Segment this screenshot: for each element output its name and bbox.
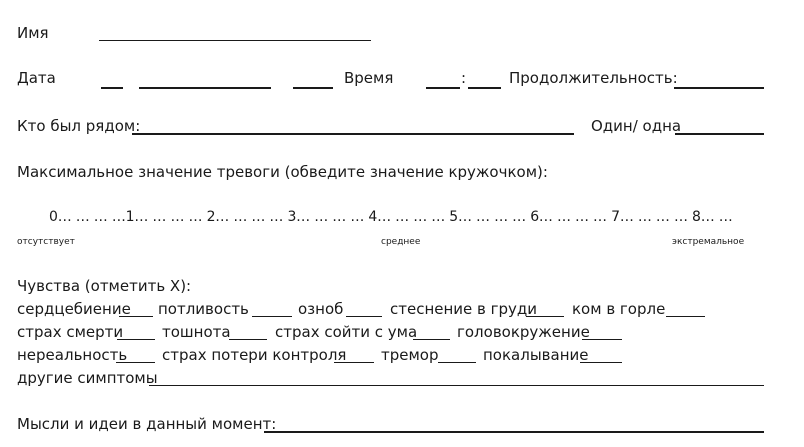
feeling-unreality-field[interactable] (116, 362, 155, 363)
feeling-throat-lump-field[interactable] (666, 316, 705, 317)
feeling-fear-death: страх смерти (17, 323, 124, 341)
feeling-unreality: нереальность (17, 346, 128, 364)
date-label: Дата (17, 69, 56, 87)
feeling-chills-field[interactable] (346, 316, 382, 317)
feeling-nausea-field[interactable] (229, 339, 267, 340)
date-day-field[interactable] (101, 87, 123, 89)
feeling-fear-madness: страх сойти с ума (275, 323, 418, 341)
name-label: Имя (17, 24, 49, 42)
alone-field[interactable] (675, 133, 764, 135)
feeling-dizziness-field[interactable] (582, 339, 622, 340)
time-label: Время (344, 69, 394, 87)
time-hours-field[interactable] (426, 87, 460, 89)
feeling-chest-tightness-field[interactable] (526, 316, 564, 317)
time-minutes-field[interactable] (468, 87, 501, 89)
feeling-fear-control-field[interactable] (334, 362, 374, 363)
who-nearby-label: Кто был рядом: (17, 117, 141, 135)
max-anxiety-label: Максимальное значение тревоги (обведите значение кружочком): (17, 163, 548, 181)
anxiety-scale[interactable]: 0… … … …1… … … … 2… … … … 3… … … … 4… … … … 5… … … … 6… … … … 7… … … … 8… … (49, 209, 733, 225)
other-symptoms-field[interactable] (149, 385, 764, 386)
feeling-tingling: покалывание (483, 346, 589, 364)
feeling-nausea: тошнота (162, 323, 231, 341)
alone-label: Один/ одна (591, 117, 682, 135)
feeling-tremor-field[interactable] (438, 362, 476, 363)
scale-mid-label: среднее (381, 237, 421, 247)
feeling-sweating: потливость (158, 300, 249, 318)
feeling-throat-lump: ком в горле (572, 300, 666, 318)
feeling-fear-death-field[interactable] (117, 339, 155, 340)
feeling-tremor: тремор (381, 346, 439, 364)
feeling-palpitations-field[interactable] (119, 316, 153, 317)
feelings-label: Чувства (отметить Х): (17, 277, 192, 295)
feeling-dizziness: головокружение (457, 323, 590, 341)
feeling-chills: озноб (298, 300, 344, 318)
thoughts-field[interactable] (264, 431, 764, 433)
date-year-field[interactable] (293, 87, 333, 89)
feeling-tingling-field[interactable] (580, 362, 622, 363)
time-colon: : (461, 69, 467, 87)
feeling-fear-madness-field[interactable] (413, 339, 450, 340)
feeling-sweating-field[interactable] (252, 316, 292, 317)
feeling-chest-tightness: стеснение в груди (390, 300, 538, 318)
thoughts-label: Мысли и идеи в данный момент: (17, 415, 277, 433)
feeling-fear-control: страх потери контроля (162, 346, 347, 364)
who-nearby-field[interactable] (132, 133, 574, 135)
other-symptoms-label: другие симптомы (17, 369, 158, 387)
name-field[interactable] (99, 40, 371, 41)
duration-field[interactable] (674, 87, 764, 89)
date-month-field[interactable] (139, 87, 271, 89)
feeling-palpitations: сердцебиение (17, 300, 131, 318)
duration-label: Продолжительность: (509, 69, 678, 87)
scale-low-label: отсутствует (17, 237, 75, 247)
scale-high-label: экстремальное (672, 237, 745, 247)
